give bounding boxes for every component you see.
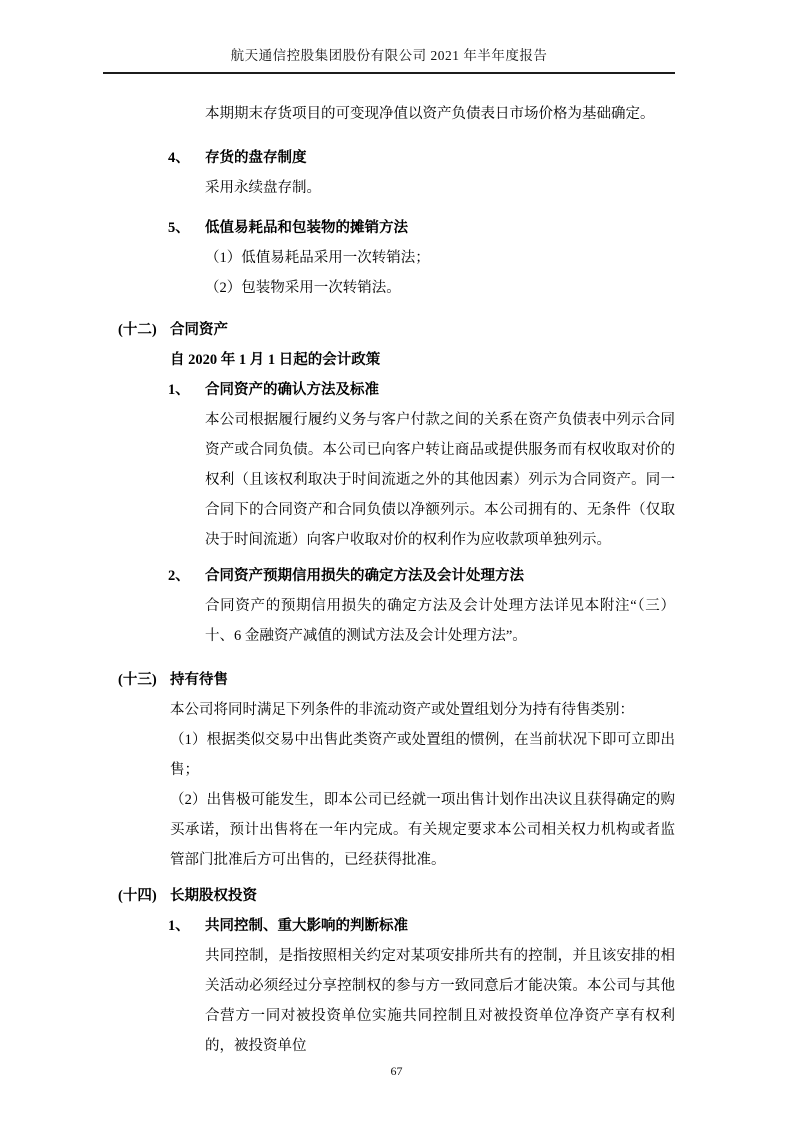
document-body bbox=[103, 99, 675, 1061]
paragraph-item5-sub2: （2）包装物采用一次转销法。 bbox=[205, 280, 401, 296]
heading-section12-item2 bbox=[168, 561, 675, 591]
paragraph-section14-item1-body: 共同控制，是指按照相关约定对某项安排所共有的控制，并且该安排的相关活动必须经过分享控制权的参与方一致同意后才能决策。本公司与其他合营方一同对被投资单位实施共同控制且对被投资单位净资产享有权利的，被投资单位 bbox=[205, 948, 675, 1054]
heading-item5-title: 低值易耗品和包装物的摊销方法 bbox=[205, 220, 408, 236]
heading-section12-item1-number: 1、 bbox=[168, 382, 190, 398]
heading-section14-item1-title: 共同控制、重大影响的判断标准 bbox=[205, 918, 408, 934]
heading-section14-number: (十四) bbox=[118, 888, 157, 904]
page-number: 67 bbox=[390, 1064, 403, 1078]
heading-section12-item2-number: 2、 bbox=[168, 568, 190, 584]
paragraph-inventory-nrv: 本期期末存货项目的可变现净值以资产负债表日市场价格为基础确定。 bbox=[205, 106, 655, 122]
paragraph-item4-body: 采用永续盘存制。 bbox=[205, 180, 321, 196]
heading-section12 bbox=[103, 315, 675, 345]
heading-section12-item2-title: 合同资产预期信用损失的确定方法及会计处理方法 bbox=[205, 568, 524, 584]
heading-section13-number: (十三) bbox=[118, 672, 157, 688]
heading-section14 bbox=[103, 881, 675, 911]
heading-section14-title: 长期股权投资 bbox=[170, 888, 257, 904]
heading-section12-number: (十二) bbox=[118, 322, 157, 338]
heading-section12-item1-title: 合同资产的确认方法及标准 bbox=[205, 382, 379, 398]
heading-item4 bbox=[168, 143, 675, 173]
paragraph-section13-body1: 本公司将同时满足下列条件的非流动资产或处置组划分为持有待售类别： bbox=[170, 702, 634, 718]
heading-section13-title: 持有待售 bbox=[170, 672, 228, 688]
paragraph-section12-item2-body: 合同资产的预期信用损失的确定方法及会计处理方法详见本附注“（三）十、6 金融资产减值的测试方法及会计处理方法”。 bbox=[205, 598, 675, 644]
policy-effective-note: 自 2020 年 1 月 1 日起的会计政策 bbox=[170, 352, 381, 368]
heading-item4-number: 4、 bbox=[168, 150, 190, 166]
paragraph-section13-body3: （2）出售极可能发生，即本公司已经就一项出售计划作出决议且获得确定的购买承诺，预计出售将在一年内完成。有关规定要求本公司相关权力机构或者监管部门批准后方可出售的，已经获得批准。 bbox=[170, 792, 675, 868]
heading-section14-item1-number: 1、 bbox=[168, 918, 190, 934]
heading-section12-title: 合同资产 bbox=[170, 322, 228, 338]
heading-item5-number: 5、 bbox=[168, 220, 190, 236]
heading-section14-item1 bbox=[168, 911, 675, 941]
heading-item5 bbox=[168, 213, 675, 243]
running-header-title: 航天通信控股集团股份有限公司 2021 年半年度报告 bbox=[230, 48, 548, 63]
heading-item4-title: 存货的盘存制度 bbox=[205, 150, 307, 166]
paragraph-section12-item1-body: 本公司根据履行履约义务与客户付款之间的关系在资产负债表中列示合同资产或合同负债。本公司已向客户转让商品或提供服务而有权收取对价的权利（且该权利取决于时间流逝之外的其他因素）列示为合同资产。同一合同下的合同资产和合同负债以净额列示。本公司拥有的、无条件（仅取决于时间流逝）向客户收取对价的权利作为应收款项单独列示。 bbox=[205, 412, 675, 548]
paragraph-item5-sub1: （1）低值易耗品采用一次转销法； bbox=[205, 250, 430, 266]
heading-section12-item1 bbox=[168, 375, 675, 405]
header-rule bbox=[103, 72, 675, 74]
heading-section13 bbox=[103, 665, 675, 695]
paragraph-section13-body2: （1）根据类似交易中出售此类资产或处置组的惯例，在当前状况下即可立即出售； bbox=[170, 732, 675, 778]
